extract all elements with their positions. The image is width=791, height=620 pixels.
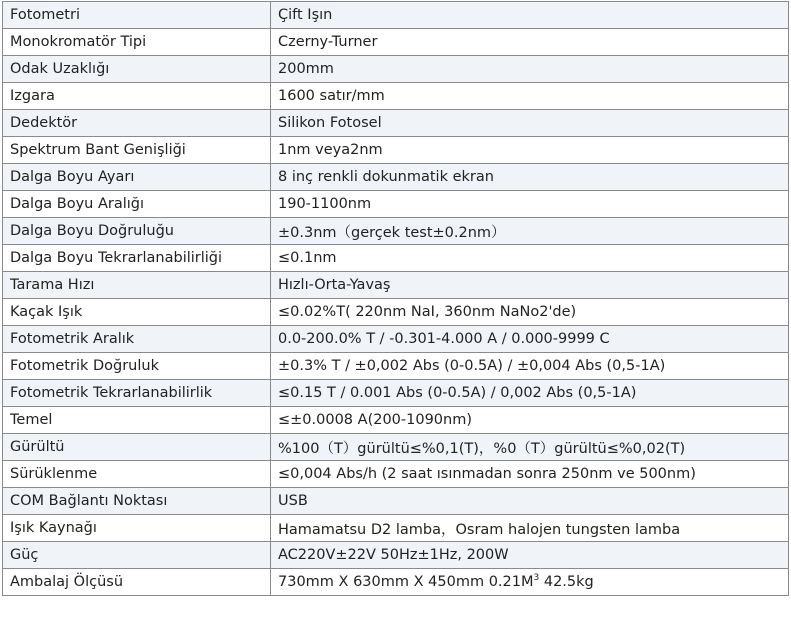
spec-table	[2, 1, 789, 596]
table-row	[3, 164, 789, 191]
table-row	[3, 407, 789, 434]
spec-value: 200mm	[271, 56, 789, 83]
spec-value: AC220V±22V 50Hz±1Hz, 200W	[271, 542, 789, 569]
spec-value: ≤0.1nm	[271, 245, 789, 272]
spec-label: Izgara	[3, 83, 271, 110]
spec-label: Dalga Boyu Tekrarlanabilirliği	[3, 245, 271, 272]
spec-label: Kaçak Işık	[3, 299, 271, 326]
table-row	[3, 83, 789, 110]
spec-label: Işık Kaynağı	[3, 515, 271, 542]
spec-value: ≤±0.0008 A(200-1090nm)	[271, 407, 789, 434]
spec-label: Temel	[3, 407, 271, 434]
spec-label: Fotometrik Tekrarlanabilirlik	[3, 380, 271, 407]
spec-label: Tarama Hızı	[3, 272, 271, 299]
spec-value: 190-1100nm	[271, 191, 789, 218]
spec-value	[271, 569, 789, 596]
spec-label: Dedektör	[3, 110, 271, 137]
spec-value: USB	[271, 488, 789, 515]
spec-label: Sürüklenme	[3, 461, 271, 488]
spec-label: COM Bağlantı Noktası	[3, 488, 271, 515]
spec-value: 1nm veya2nm	[271, 137, 789, 164]
table-row	[3, 272, 789, 299]
spec-label: Fotometrik Aralık	[3, 326, 271, 353]
table-row	[3, 56, 789, 83]
spec-value: 1600 satır/mm	[271, 83, 789, 110]
table-row	[3, 569, 789, 596]
spec-value: ≤0.02%T( 220nm NaI, 360nm NaNo2'de)	[271, 299, 789, 326]
spec-label: Fotometrik Doğruluk	[3, 353, 271, 380]
spec-value: 8 inç renkli dokunmatik ekran	[271, 164, 789, 191]
table-row	[3, 434, 789, 461]
table-row	[3, 110, 789, 137]
table-row	[3, 299, 789, 326]
table-row	[3, 488, 789, 515]
spec-value: ±0.3% T / ±0,002 Abs (0-0.5A) / ±0,004 Abs (0,5-1A)	[271, 353, 789, 380]
table-row	[3, 191, 789, 218]
spec-label: Spektrum Bant Genişliği	[3, 137, 271, 164]
spec-label: Dalga Boyu Ayarı	[3, 164, 271, 191]
spec-label: Dalga Boyu Aralığı	[3, 191, 271, 218]
table-row	[3, 353, 789, 380]
spec-value: Silikon Fotosel	[271, 110, 789, 137]
table-row	[3, 380, 789, 407]
table-row	[3, 29, 789, 56]
spec-value-superscript: 3	[533, 573, 540, 584]
table-row	[3, 245, 789, 272]
table-row	[3, 461, 789, 488]
spec-label: Gürültü	[3, 434, 271, 461]
spec-label: Ambalaj Ölçüsü	[3, 569, 271, 596]
table-row	[3, 137, 789, 164]
table-row	[3, 515, 789, 542]
spec-value: Hamamatsu D2 lamba，Osram halojen tungsten lamba	[271, 515, 789, 542]
table-row	[3, 542, 789, 569]
spec-value: Çift Işın	[271, 2, 789, 29]
table-row	[3, 326, 789, 353]
spec-value: Hızlı-Orta-Yavaş	[271, 272, 789, 299]
table-row	[3, 218, 789, 245]
spec-label: Odak Uzaklığı	[3, 56, 271, 83]
spec-label: Güç	[3, 542, 271, 569]
spec-label: Monokromatör Tipi	[3, 29, 271, 56]
spec-value: %100（T）gürültü≤%0,1(T)，%0（T）gürültü≤%0,02(T)	[271, 434, 789, 461]
table-row	[3, 2, 789, 29]
spec-value-main: 730mm X 630mm X 450mm 0.21M	[278, 574, 534, 590]
spec-label: Dalga Boyu Doğruluğu	[3, 218, 271, 245]
spec-value-suffix: 42.5kg	[539, 574, 594, 590]
spec-value: 0.0-200.0% T / -0.301-4.000 A / 0.000-9999 C	[271, 326, 789, 353]
spec-value: ≤0,004 Abs/h (2 saat ısınmadan sonra 250nm ve 500nm)	[271, 461, 789, 488]
spec-value: ±0.3nm（gerçek test±0.2nm）	[271, 218, 789, 245]
spec-label: Fotometri	[3, 2, 271, 29]
spec-value: ≤0.15 T / 0.001 Abs (0-0.5A) / 0,002 Abs (0,5-1A)	[271, 380, 789, 407]
spec-value: Czerny-Turner	[271, 29, 789, 56]
